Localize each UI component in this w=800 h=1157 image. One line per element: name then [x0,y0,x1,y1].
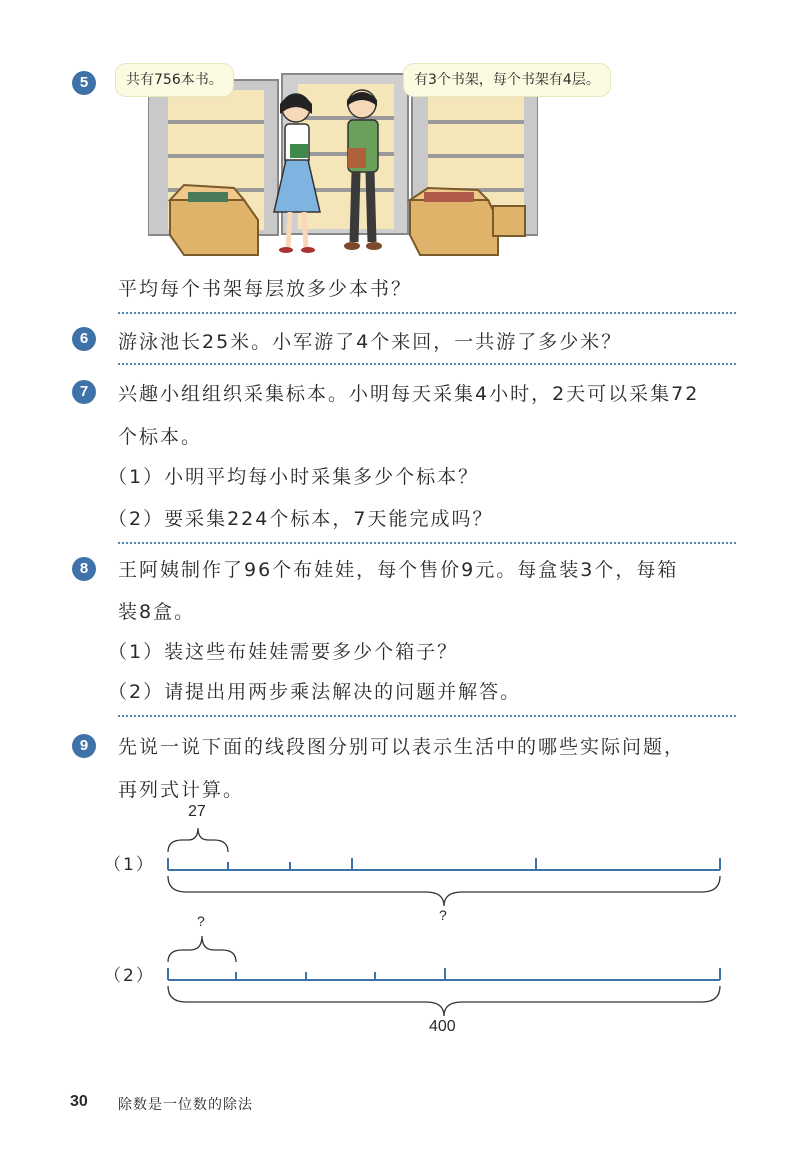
diagram-1-total-value: ? [439,907,447,923]
problem-8-sub2: （2）请提出用两步乘法解决的问题并解答。 [108,681,522,703]
diagram-2-total-value: 400 [429,1018,456,1035]
line-segment-diagram-1 [160,818,730,908]
speech-bubble-shelves: 有3个书架，每个书架有4层。 [404,64,610,96]
separator [118,363,736,365]
diagram-1-part-value: 27 [188,803,206,820]
problem-8-sub1: （1）装这些布娃娃需要多少个箱子？ [108,641,459,663]
problem-5-question: 平均每个书架每层放多少本书？ [118,278,413,300]
problem-9-line2: 再列式计算。 [118,779,245,801]
problem-9-line1: 先说一说下面的线段图分别可以表示生活中的哪些实际问题， [118,736,686,758]
problem-7-line1: 兴趣小组组织采集标本。小明每天采集4小时，2天可以采集72 [118,383,700,405]
problem-number-5: 5 [72,71,96,95]
problem-number-7: 7 [72,380,96,404]
separator [118,715,736,717]
diagram-2-label: （2） [104,966,155,986]
problem-7-sub2: （2）要采集224个标本，7天能完成吗？ [108,508,494,530]
problem-7-line2: 个标本。 [118,426,203,448]
chapter-title: 除数是一位数的除法 [118,1097,253,1113]
problem-8-line1: 王阿姨制作了96个布娃娃，每个售价9元。每盒装3个，每箱 [118,559,679,581]
separator [118,312,736,314]
problem-number-6: 6 [72,327,96,351]
line-segment-diagram-2 [160,928,730,1018]
problem-number-8: 8 [72,557,96,581]
diagram-2-part-value: ? [197,913,205,929]
page-number: 30 [70,1093,88,1110]
separator [118,542,736,544]
problem-7-sub1: （1）小明平均每小时采集多少个标本？ [108,466,480,488]
diagram-1-label: （1） [104,855,155,875]
speech-bubble-total-books: 共有756本书。 [116,64,233,96]
problem-number-9: 9 [72,734,96,758]
illustration-bookshelves [148,70,538,260]
problem-6-text: 游泳池长25米。小军游了4个来回，一共游了多少米？ [118,331,623,353]
problem-8-line2: 装8盒。 [118,601,196,623]
